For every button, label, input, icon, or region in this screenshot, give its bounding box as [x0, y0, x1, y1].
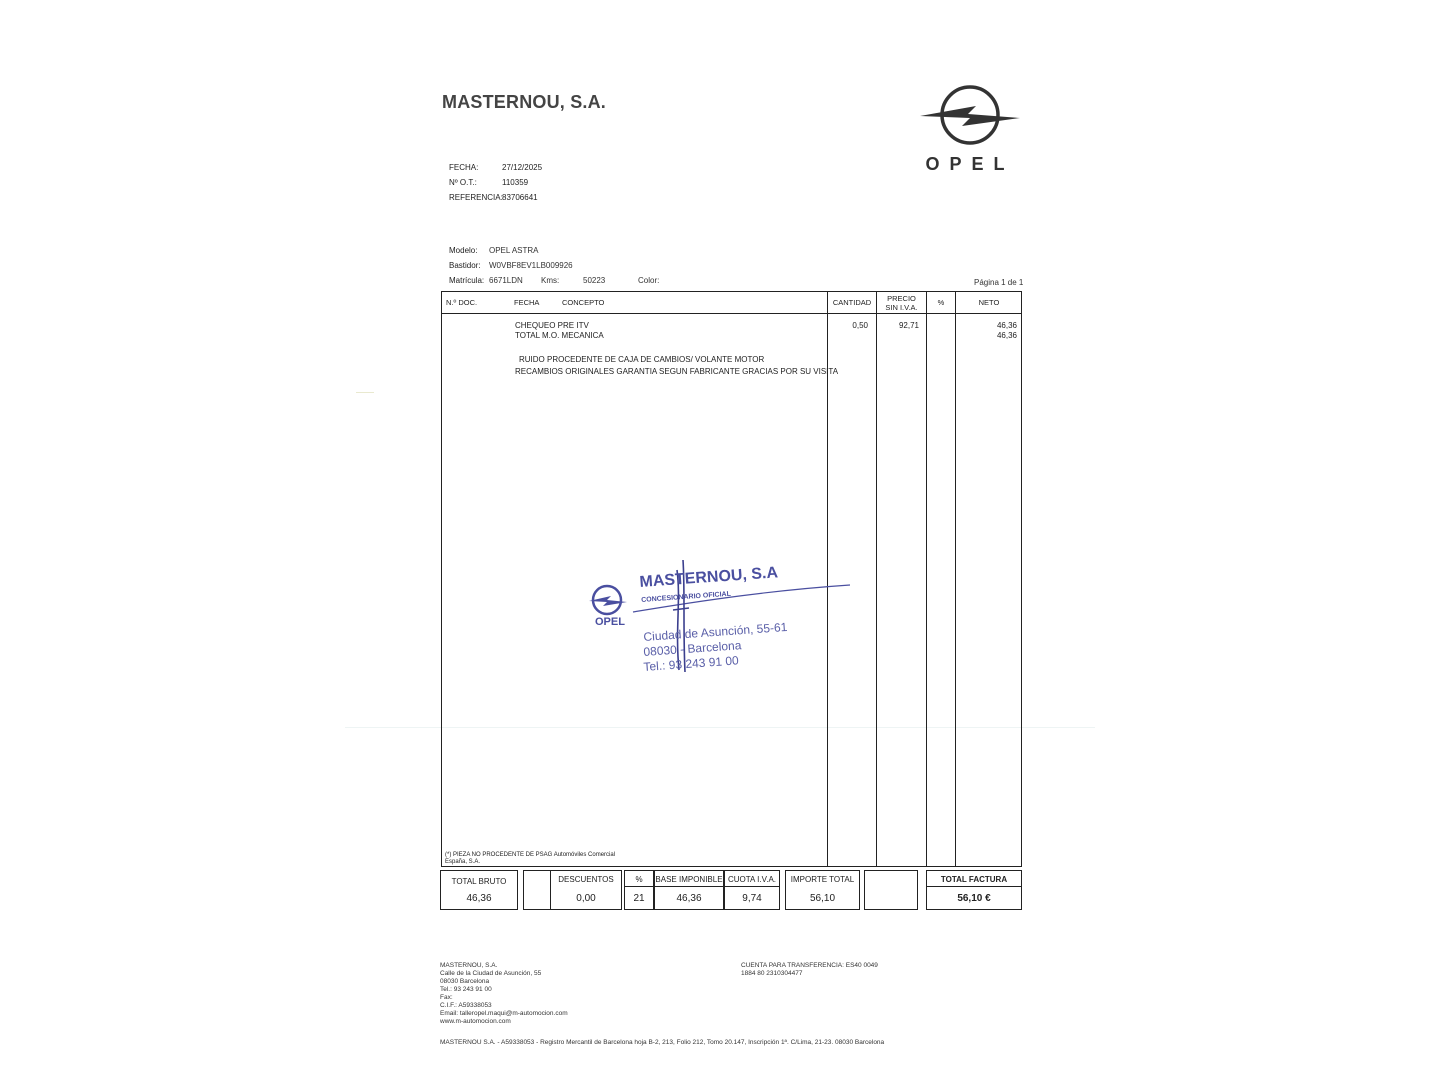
page-number: Página 1 de 1 — [974, 278, 1024, 287]
footer-email: Email: talleropel.maqui@m-automocion.com — [440, 1010, 568, 1017]
modelo-label: Modelo: — [449, 246, 478, 255]
base-divider — [655, 886, 723, 887]
th-precio-2: SIN I.V.A. — [885, 303, 918, 312]
row-1-concepto: CHEQUEO PRE ITV — [515, 321, 589, 330]
stamp-subtitle: CONCESIONARIO OFICIAL — [641, 590, 732, 604]
base-label: BASE IMPONIBLE — [655, 875, 723, 884]
footer-bank-line: CUENTA PARA TRANSFERENCIA: ES40 0049 — [741, 962, 878, 969]
note-2: RECAMBIOS ORIGINALES GARANTIA SEGUN FABRICANTE GRACIAS POR SU VISITA — [515, 367, 839, 376]
total-bruto-box — [440, 870, 518, 910]
descuentos-box — [550, 870, 622, 910]
cuota-value: 9,74 — [742, 893, 762, 904]
kms-label: Kms: — [541, 276, 560, 285]
bastidor-value: W0VBF8EV1LB009926 — [489, 261, 573, 270]
footnote-2: España, S.A. — [445, 859, 481, 865]
total-factura-box — [926, 870, 1022, 910]
opel-wordmark: OPEL — [925, 154, 1015, 174]
opel-logo — [918, 82, 1022, 174]
col-divider — [876, 292, 877, 866]
company-name: MASTERNOU, S.A. — [442, 92, 607, 112]
stamp-phone: Tel.: 93 243 91 00 — [643, 653, 740, 674]
importe-box — [785, 870, 860, 910]
blank-box-2 — [864, 870, 918, 910]
footer-bank — [741, 962, 878, 978]
th-fecha: FECHA — [514, 298, 540, 307]
footer-line: Fax: — [440, 994, 453, 1001]
total-factura-label: TOTAL FACTURA — [940, 875, 1008, 884]
footer-address — [440, 962, 568, 1026]
footer-line: C.I.F.: A59338053 — [440, 1002, 492, 1009]
col-divider — [926, 292, 927, 866]
note-1: RUIDO PROCEDENTE DE CAJA DE CAMBIOS/ VOLANTE MOTOR — [519, 355, 765, 364]
ot-label: Nº O.T.: — [449, 178, 477, 187]
row-2-neto: 46,36 — [996, 331, 1017, 340]
referencia-label: REFERENCIA: — [449, 193, 503, 202]
th-concepto: CONCEPTO — [562, 298, 605, 307]
kms-value: 50223 — [583, 276, 606, 285]
header-divider — [442, 313, 1021, 314]
importe-label: IMPORTE TOTAL — [790, 875, 855, 884]
footer-registry: MASTERNOU S.A. - A59338053 - Registro Mercantil de Barcelona hoja B-2, 213, Folio 212, Tomo 20.147, Inscripción 1ª. C/Lima, 21-23. 08030 Barcelona — [440, 1039, 885, 1046]
row-1-neto: 46,36 — [996, 321, 1017, 330]
footnote-1: (*) PIEZA NO PROCEDENTE DE PSAG Automóviles Comercial — [445, 852, 616, 858]
fecha-value: 27/12/2025 — [502, 163, 543, 172]
footer-line: Calle de la Ciudad de Asunción, 55 — [440, 970, 542, 977]
descuentos-value: 0,00 — [576, 893, 596, 904]
footer-line: 08030 Barcelona — [440, 978, 490, 985]
total-factura-value: 56,10 € — [957, 893, 991, 904]
stamp-address-2: 08030 - Barcelona — [643, 638, 742, 659]
stamp-brand: OPEL — [595, 616, 625, 628]
col-divider — [955, 292, 956, 866]
blank-box — [523, 870, 551, 910]
ot-value: 110359 — [502, 178, 529, 187]
matricula-label: Matrícula: — [449, 276, 485, 285]
cuota-box — [724, 870, 780, 910]
cuota-label: CUOTA I.V.A. — [727, 875, 776, 884]
pct-box — [624, 870, 654, 910]
stamp-address-1: Ciudad de Asunción, 55-61 — [643, 619, 788, 644]
fecha-label: FECHA: — [449, 163, 479, 172]
matricula-value: 6671LDN — [489, 276, 523, 285]
base-box — [654, 870, 724, 910]
th-cantidad: CANTIDAD — [832, 298, 872, 307]
th-precio-1: PRECIO — [887, 294, 916, 303]
pct-label: % — [635, 875, 643, 884]
th-neto: NETO — [978, 298, 1000, 307]
base-value: 46,36 — [676, 893, 702, 904]
total-bruto-value: 46,36 — [466, 893, 492, 904]
row-1-cantidad: 0,50 — [852, 321, 868, 330]
descuentos-label: DESCUENTOS — [558, 875, 614, 884]
pct-value: 21 — [633, 893, 645, 904]
color-label: Color: — [638, 276, 660, 285]
company-stamp — [585, 560, 855, 680]
row-1-precio: 92,71 — [898, 321, 919, 330]
row-2-concepto: TOTAL M.O. MECANICA — [515, 331, 604, 340]
referencia-value: 83706641 — [502, 193, 538, 202]
bastidor-label: Bastidor: — [449, 261, 481, 270]
th-pct: % — [937, 298, 945, 307]
cuota-divider — [725, 886, 779, 887]
footer-website: www.m-automocion.com — [440, 1018, 511, 1025]
stamp-name: MASTERNOU, S.A — [639, 564, 779, 591]
footer-line: Tel.: 93 243 91 00 — [440, 986, 492, 993]
th-ndoc: N.º DOC. — [446, 298, 478, 307]
factura-divider — [927, 886, 1021, 887]
scan-mark — [356, 392, 374, 393]
footer-line: MASTERNOU, S.A. — [440, 962, 498, 969]
pct-divider — [625, 886, 653, 887]
modelo-value: OPEL ASTRA — [489, 246, 539, 255]
importe-value: 56,10 — [809, 893, 836, 904]
opel-lightning-icon — [918, 82, 1022, 152]
footer-bank-line: 1884 80 2310304477 — [741, 970, 803, 977]
total-bruto-label: TOTAL BRUTO — [451, 877, 507, 886]
